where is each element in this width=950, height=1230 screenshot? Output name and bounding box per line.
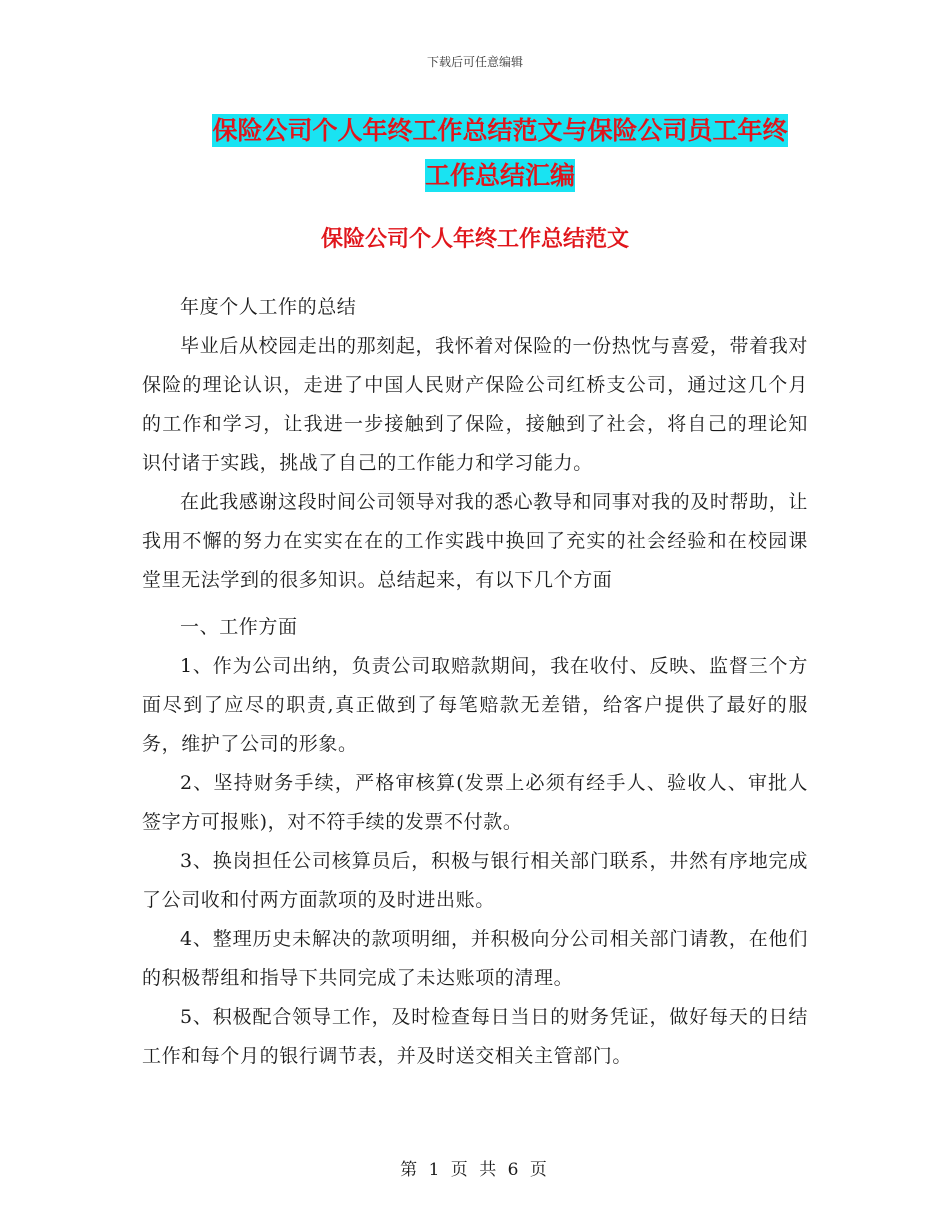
paragraph: 5、积极配合领导工作，及时检查每日当日的财务凭证，做好每天的日结工作和每个月的银行调节表，并及时送交相关主管部门。 (142, 1006, 808, 1067)
paragraph: 4、整理历史未解决的款项明细，并积极向分公司相关部门请教，在他们的积极帮组和指导下共同完成了未达账项的清理。 (142, 928, 808, 989)
paragraph: 一、工作方面 (180, 616, 298, 638)
paragraph: 2、坚持财务手续，严格审核算(发票上必须有经手人、验收人、审批人签字方可报账)，对不符手续的发票不付款。 (142, 772, 808, 833)
header-note: 下载后可任意编辑 (426, 55, 523, 69)
document-body (142, 288, 808, 1076)
section-title: 保险公司个人年终工作总结范文 (320, 227, 629, 252)
paragraph: 在此我感谢这段时间公司领导对我的悉心教导和同事对我的及时帮助，让我用不懈的努力在实实在在的工作实践中换回了充实的社会经验和在校园课堂里无法学到的很多知识。总结起来，有以下几个方面 (142, 491, 808, 591)
document-title-line-2: 工作总结汇编 (424, 161, 575, 190)
paragraph: 年度个人工作的总结 (180, 296, 357, 318)
page-footer: 第 1 页 共 6 页 (400, 1160, 550, 1180)
paragraph: 3、换岗担任公司核算员后，积极与银行相关部门联系，井然有序地完成了公司收和付两方面款项的及时进出账。 (142, 850, 808, 911)
paragraph: 毕业后从校园走出的那刻起，我怀着对保险的一份热忱与喜爱，带着我对保险的理论认识，走进了中国人民财产保险公司红桥支公司，通过这几个月的工作和学习，让我进一步接触到了保险，接触到了社会，将自己的理论知识付诸于实践，挑战了自己的工作能力和学习能力。 (142, 335, 808, 474)
paragraph: 1、作为公司出纳，负责公司取赔款期间，我在收付、反映、监督三个方面尽到了应尽的职责,真正做到了每笔赔款无差错，给客户提供了最好的服务，维护了公司的形象。 (142, 655, 808, 755)
document-title-line-1: 保险公司个人年终工作总结范文与保险公司员工年终 (212, 116, 788, 145)
document-title (190, 108, 810, 198)
